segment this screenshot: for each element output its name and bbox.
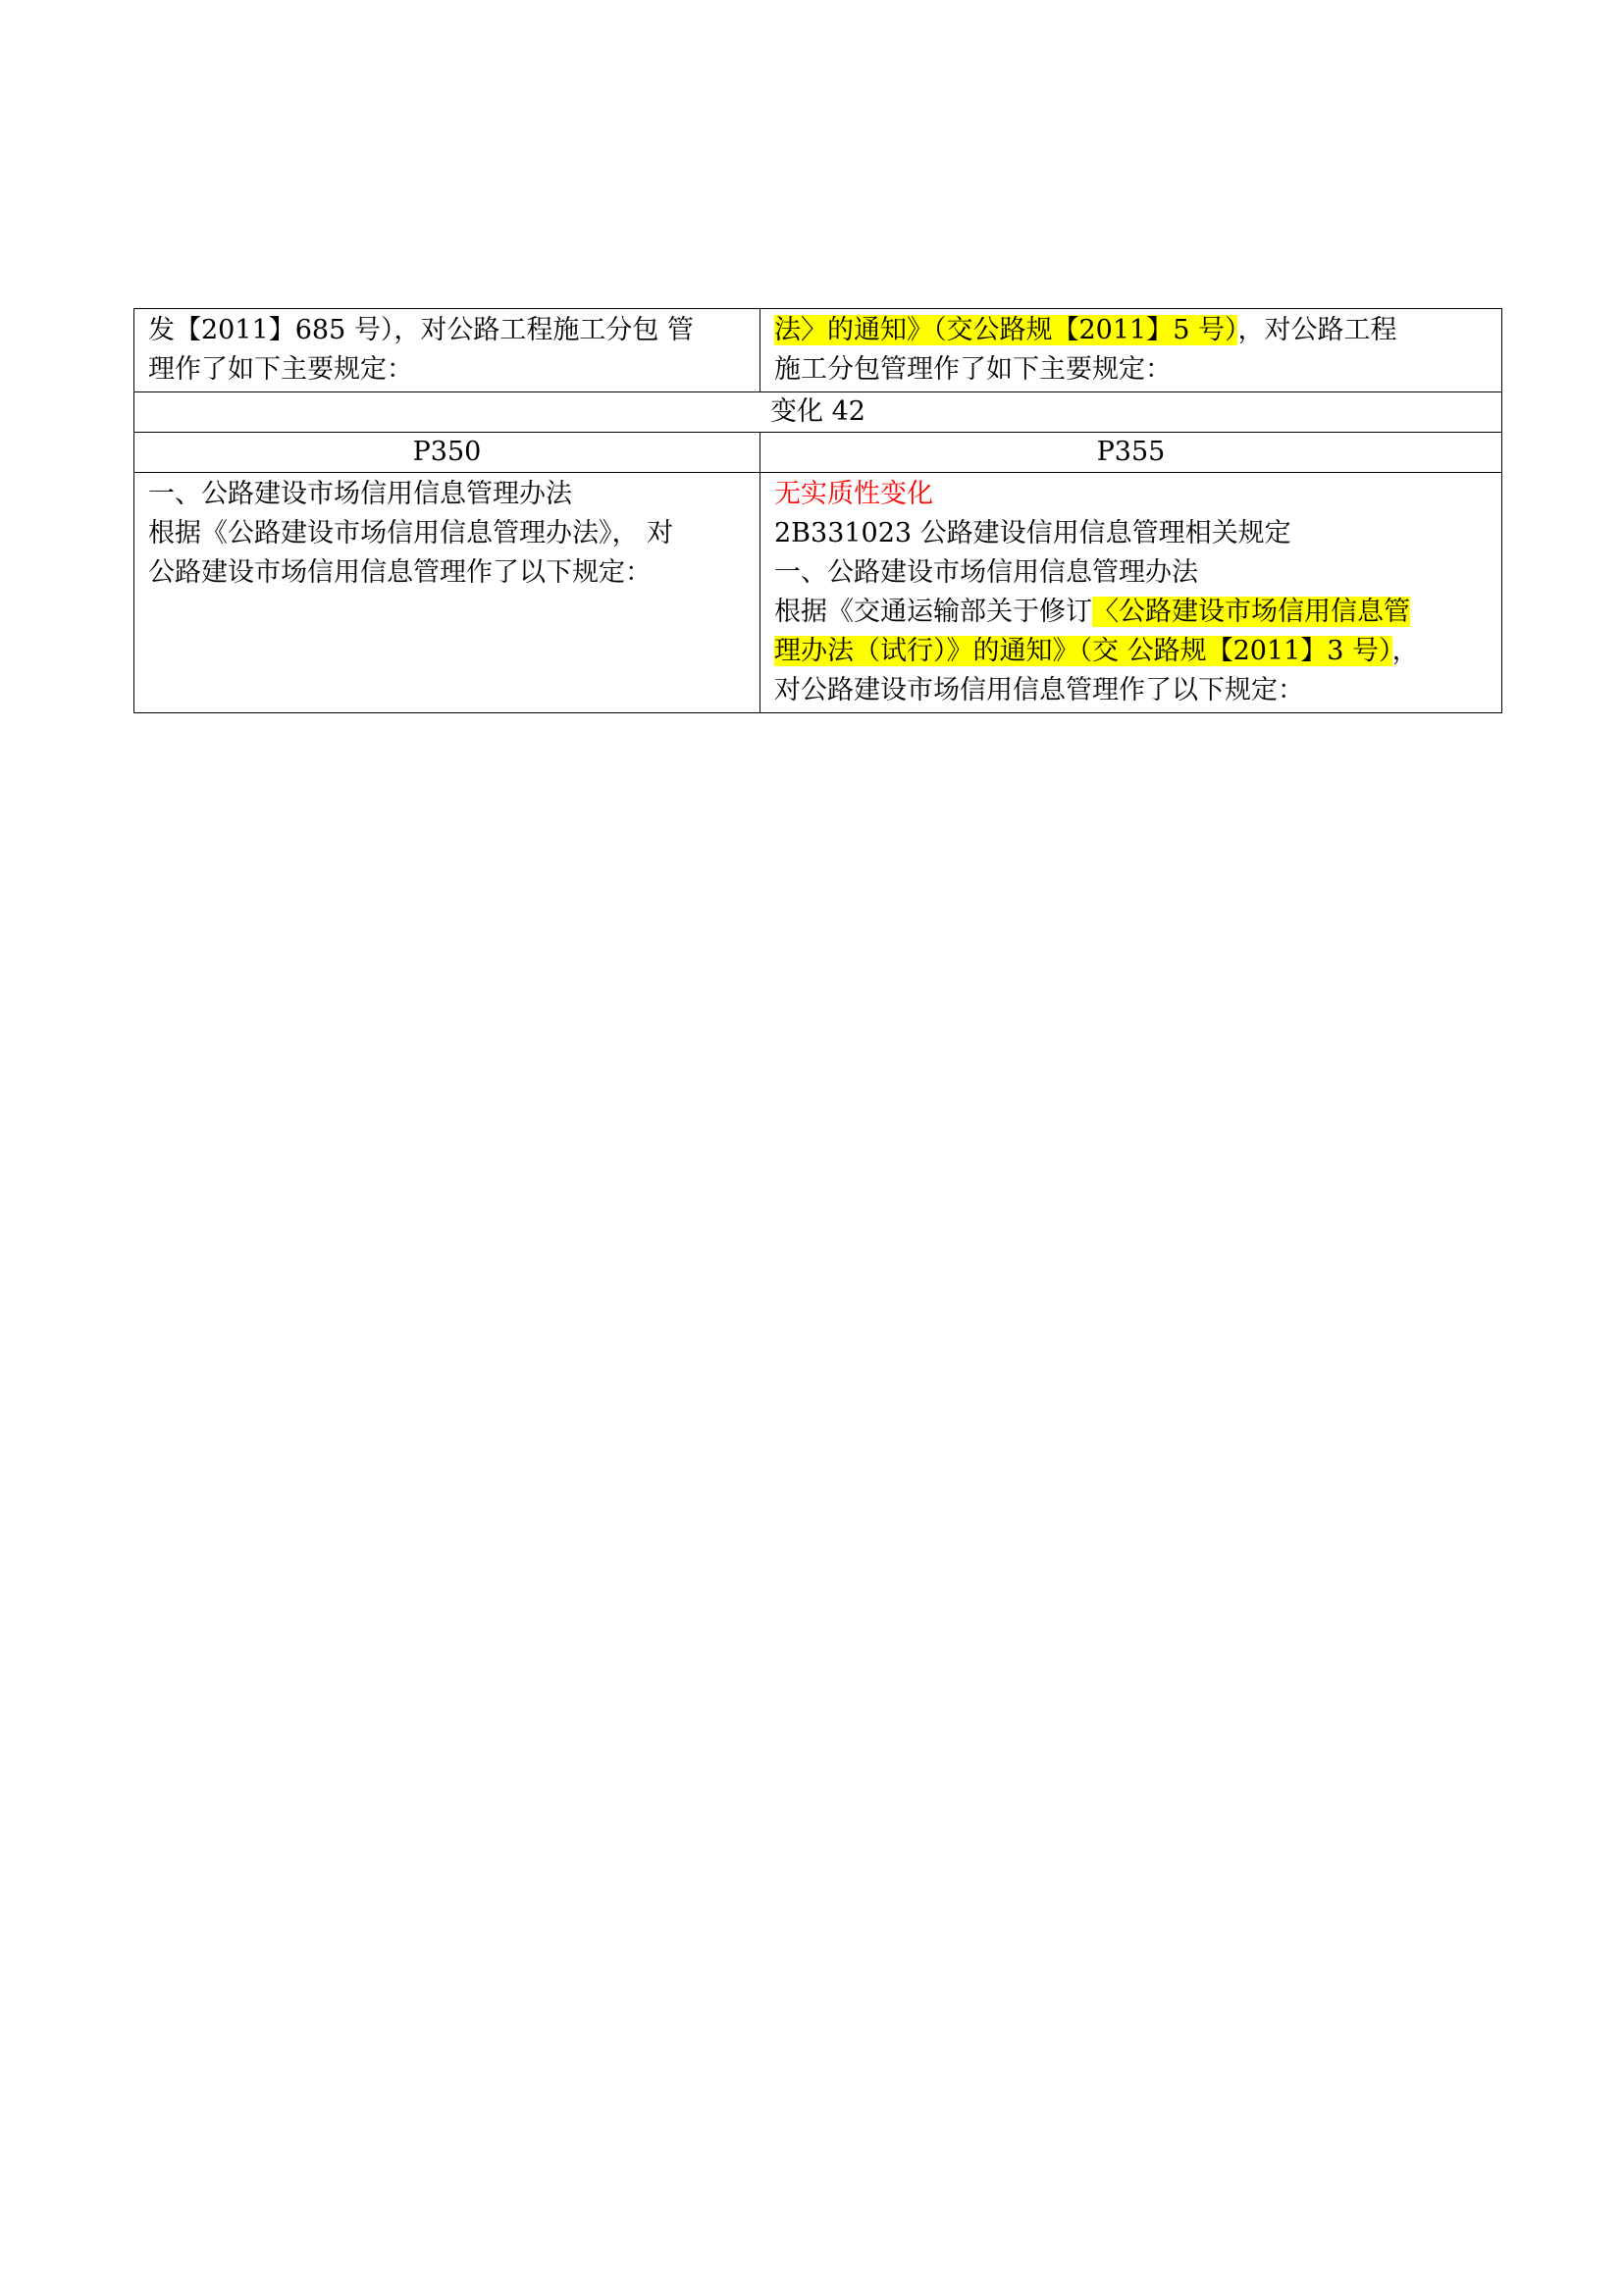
old-text-line: 一、公路建设市场信用信息管理办法 [148, 479, 572, 509]
new-text-line [774, 593, 1488, 632]
old-text-cell [134, 309, 760, 392]
section-code: 2B331023 公路建设信用信息管理相关规定 [774, 518, 1291, 548]
change-status: 无实质性变化 [774, 479, 933, 509]
plain-text: 根据《交通运输部关于修订 [774, 597, 1092, 627]
new-text-line [774, 632, 1488, 671]
highlighted-text: 法〉的通知》（交公路规【2011】5 号） [774, 315, 1238, 345]
new-text-line: 对公路建设市场信用信息管理作了以下规定： [774, 675, 1304, 705]
old-text-line: 理作了如下主要规定： [148, 354, 413, 385]
highlighted-text: 理办法（试行）》的通知》（交 公路规【2011】3 号） [774, 636, 1392, 666]
section-heading: 一、公路建设市场信用信息管理办法 [774, 557, 1198, 588]
new-text-cell [760, 473, 1502, 713]
new-page-number: P355 [760, 433, 1502, 473]
table-row [134, 433, 1502, 473]
table-row [134, 309, 1502, 392]
table-row [134, 473, 1502, 713]
table-row [134, 392, 1502, 433]
plain-text: ，对公路工程 [1237, 315, 1397, 345]
old-text-line: 根据《公路建设市场信用信息管理办法》， 对 [148, 518, 674, 548]
plain-text: ， [1391, 636, 1419, 666]
new-text-cell [760, 309, 1502, 392]
old-text-line: 发【2011】685 号），对公路工程施工分包 管 [148, 315, 694, 345]
new-text-line [774, 311, 1488, 350]
new-text-line: 施工分包管理作了如下主要规定： [774, 354, 1172, 385]
change-number-label: 变化 42 [134, 392, 1502, 433]
highlighted-text: 〈公路建设市场信用信息管 [1092, 597, 1410, 627]
comparison-table [133, 308, 1502, 713]
old-text-cell [134, 473, 760, 713]
old-text-line: 公路建设市场信用信息管理作了以下规定： [148, 557, 652, 588]
old-page-number: P350 [134, 433, 760, 473]
